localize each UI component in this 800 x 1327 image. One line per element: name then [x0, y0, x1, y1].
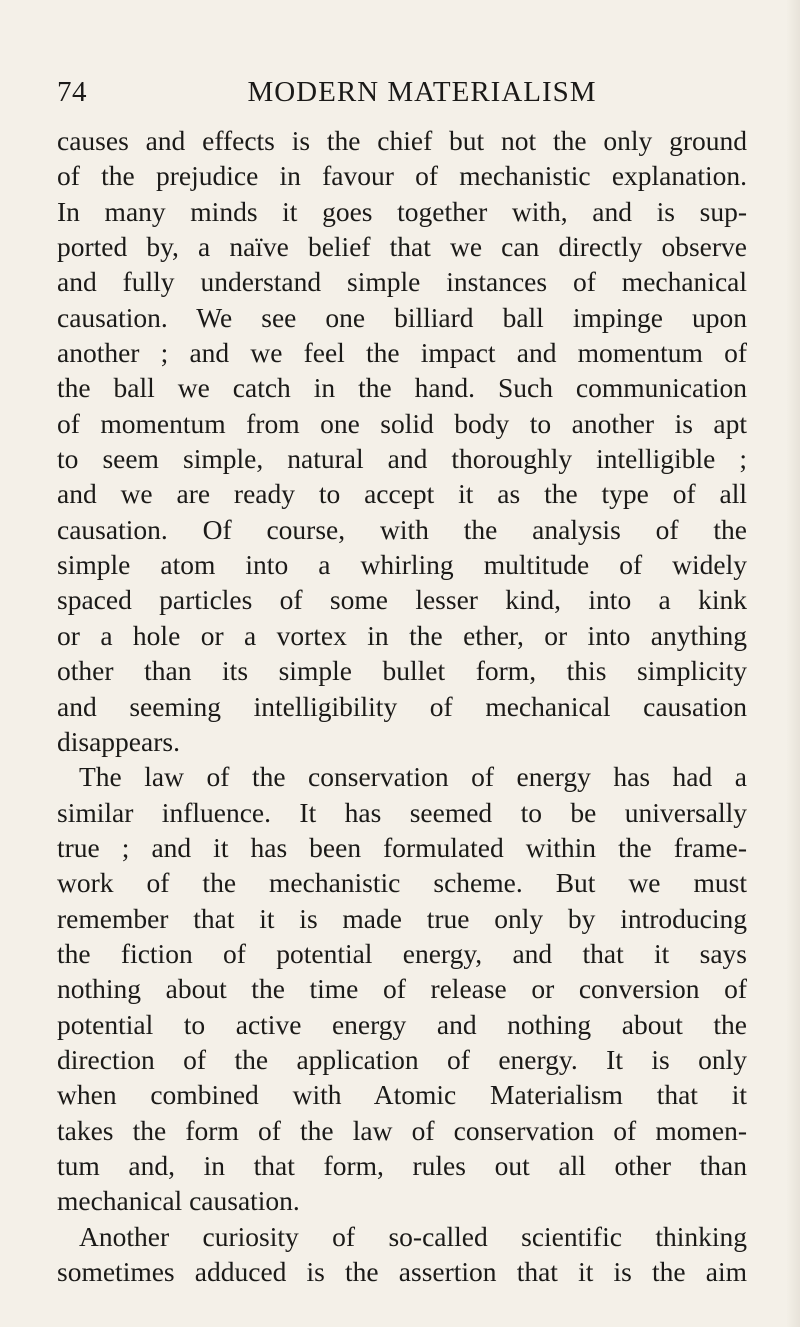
body-text [57, 123, 747, 1289]
page-edge-shadow [786, 0, 800, 1327]
text-line: other than its simple bullet form, this simplicity [57, 655, 747, 687]
text-line: work of the mechanistic scheme. But we must [57, 867, 747, 899]
running-head [57, 74, 747, 110]
text-line: another ; and we feel the impact and momentum of [57, 337, 747, 369]
text-line: causation. Of course, with the analysis of the [57, 513, 747, 545]
text-line: mechanical causation. [57, 1185, 300, 1217]
text-line: causation. We see one billiard ball impinge upon [57, 301, 747, 333]
text-line: potential to active energy and nothing about the [57, 1008, 747, 1040]
text-line: tum and, in that form, rules out all other than [57, 1149, 747, 1181]
text-line: sometimes adduced is the assertion that it is the aim [57, 1256, 747, 1287]
text-line: simple atom into a whirling multitude of widely [57, 549, 747, 581]
text-line: similar influence. It has seemed to be universally [57, 796, 747, 828]
text-line: takes the form of the law of conservation of momen- [57, 1114, 747, 1146]
text-line: the ball we catch in the hand. Such communication [57, 372, 747, 404]
text-line: causes and effects is the chief but not the only ground [57, 125, 747, 156]
text-line: true ; and it has been formulated within the frame- [57, 831, 747, 863]
page-number: 74 [57, 76, 87, 108]
text-line: or a hole or a vortex in the ether, or into anything [57, 619, 747, 651]
text-line: In many minds it goes together with, and is sup- [57, 195, 747, 227]
text-line: to seem simple, natural and thoroughly intelligible ; [57, 443, 747, 475]
text-line: Another curiosity of so-called scientific thinking [79, 1220, 747, 1252]
text-line: and we are ready to accept it as the type of all [57, 478, 747, 510]
text-line: and seeming intelligibility of mechanical causation [57, 690, 747, 722]
text-line: remember that it is made true only by introducing [57, 902, 747, 934]
text-line: the fiction of potential energy, and that it says [57, 937, 747, 969]
text-line: of momentum from one solid body to another is apt [57, 407, 747, 439]
text-line: of the prejudice in favour of mechanistic explanation. [57, 160, 747, 192]
text-line: direction of the application of energy. It is only [57, 1043, 747, 1075]
text-line: nothing about the time of release or conversion of [57, 973, 747, 1005]
text-line: when combined with Atomic Materialism that it [57, 1079, 747, 1111]
text-line: spaced particles of some lesser kind, into a kink [57, 584, 747, 616]
text-line: The law of the conservation of energy has had a [79, 761, 747, 793]
text-line: ported by, a naïve belief that we can directly observe [57, 231, 747, 263]
running-title: MODERN MATERIALISM [247, 76, 597, 108]
text-line: and fully understand simple instances of mechanical [57, 266, 747, 298]
text-line: disappears. [57, 725, 180, 757]
